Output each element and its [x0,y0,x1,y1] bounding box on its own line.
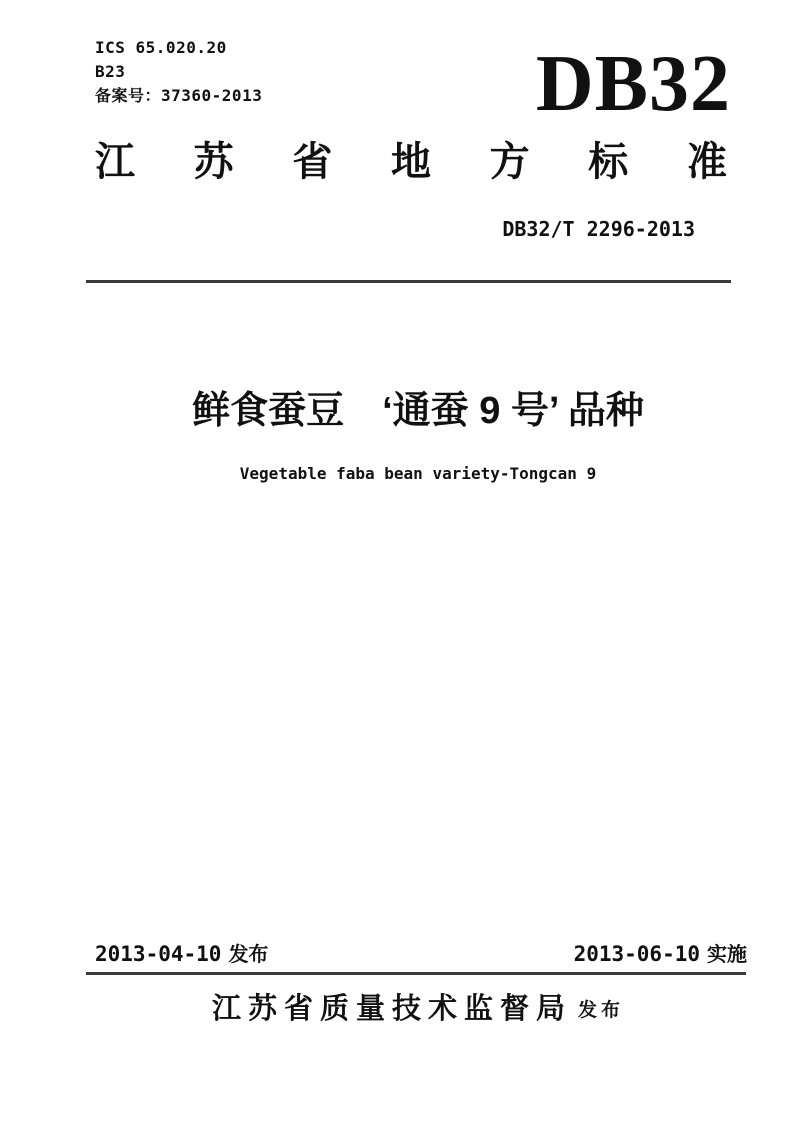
meta-block [95,36,262,108]
date-row [95,941,747,968]
issue-date: 2013-04-10 [95,942,222,966]
header-rule [86,280,731,283]
footer-rule [86,972,746,975]
issue-label: 发布 [228,944,269,966]
document-number: DB32/T 2296-2013 [502,217,695,241]
implement-date-group [574,941,747,968]
main-title-chinese: 鲜食蚕豆 ‘通蚕 9 号’ 品种 [192,390,644,432]
category-code: B23 [95,62,126,81]
publisher-line [0,986,800,1027]
record-number: 备案号：37360-2013 [95,86,263,105]
ics-code: ICS 65.020.20 [95,38,227,57]
implement-label: 实施 [707,944,747,966]
implement-date: 2013-06-10 [573,942,700,966]
issue-date-group [95,941,268,968]
publisher-action: 发布 [578,1000,625,1021]
main-title-english: Vegetable faba bean variety-Tongcan 9 [239,464,597,483]
standard-type-title: 江 苏 省 地 方 标 准 [95,140,727,184]
db32-logo: DB32 [535,40,731,128]
publisher-name: 江苏省质量技术监督局 [211,993,572,1025]
